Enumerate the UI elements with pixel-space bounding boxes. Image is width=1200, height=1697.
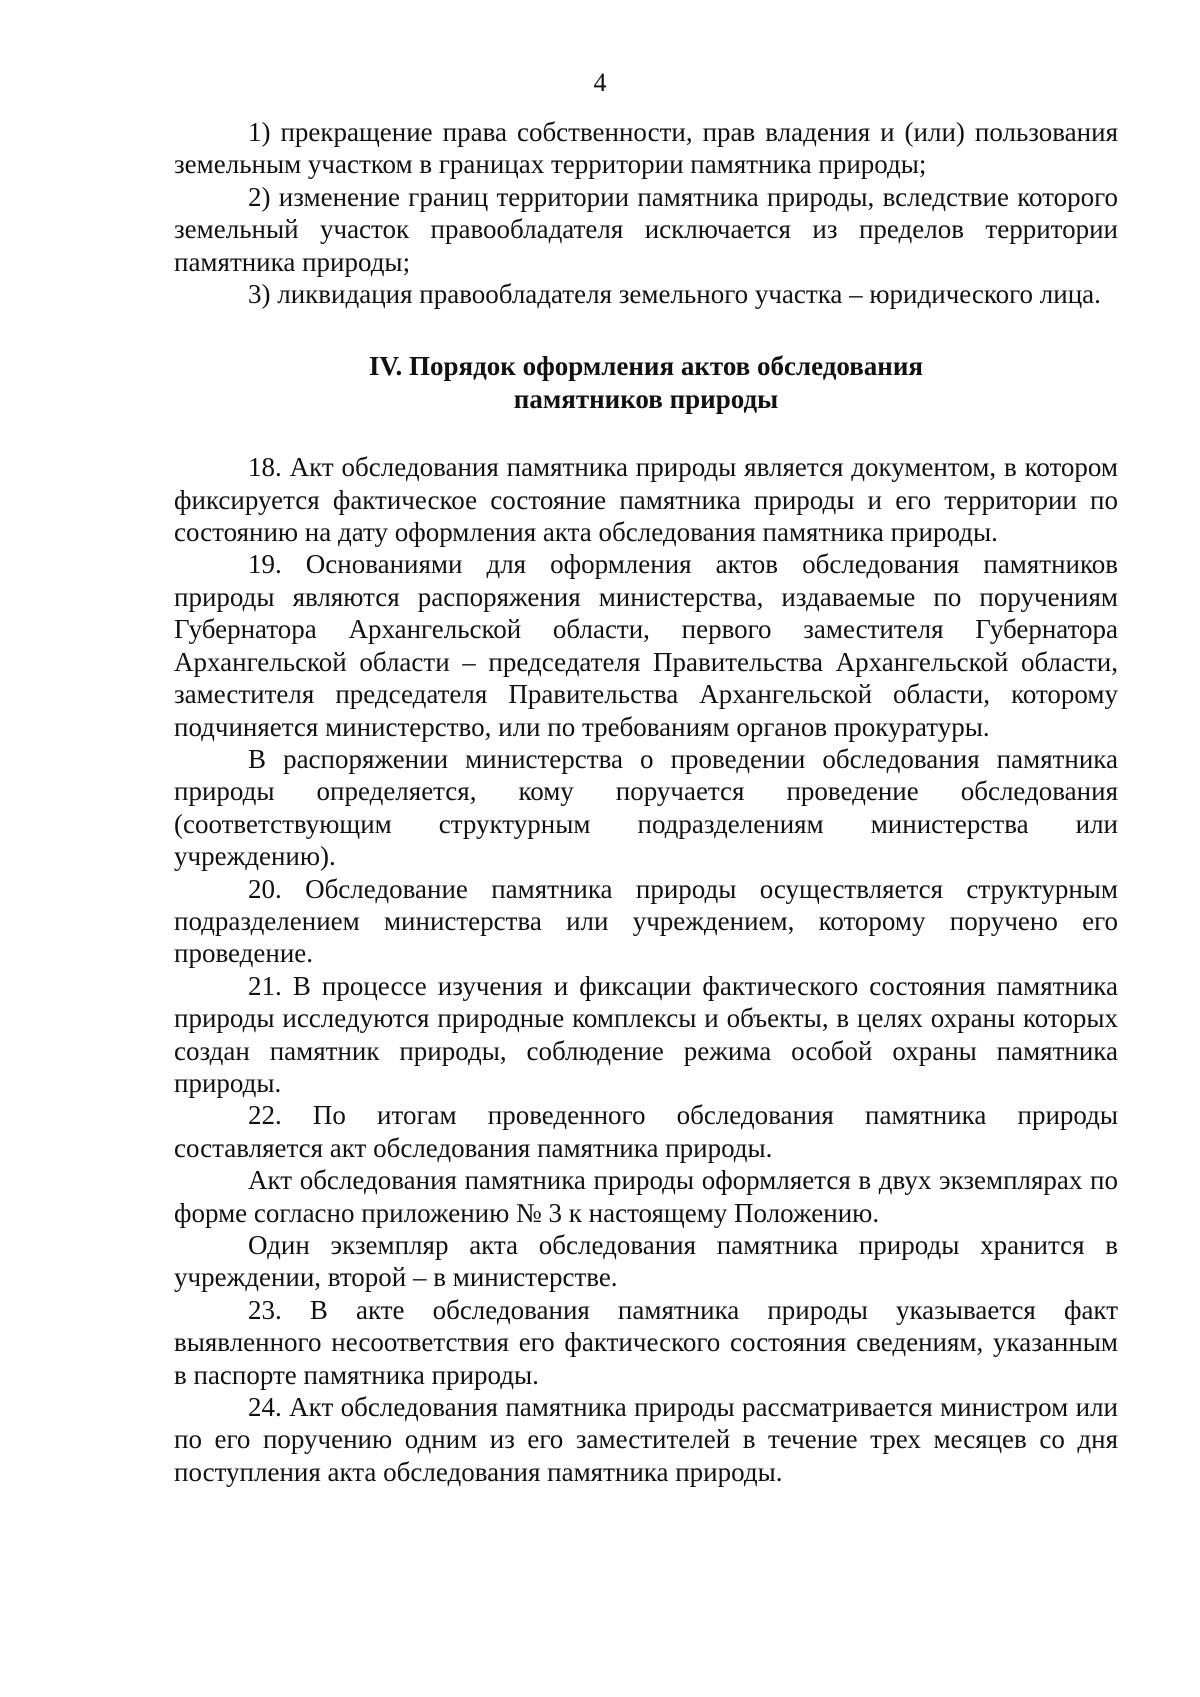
paragraph-22-copies: Акт обследования памятника природы оформляется в двух экземплярах по форме согласно приложению № 3 к настоящему Положению. [174,1165,1118,1228]
paragraph-22-storage: Один экземпляр акта обследования памятника природы хранится в учреждении, второй – в министерстве. [174,1230,1118,1293]
page-number: 4 [593,68,607,97]
paragraph-20: 20. Обследование памятника природы осуществляется структурным подразделением министерства или учреждением, которому поручено его проведение. [174,873,1118,969]
paragraph-item-1: 1) прекращение права собственности, прав владения и (или) пользования земельным участком в границах территории памятника природы; [174,117,1118,180]
paragraph-21: 21. В процессе изучения и фиксации фактического состояния памятника природы исследуются природные комплексы и объекты, в целях охраны которых создан памятник природы, соблюдение режима особой охраны памятника природы. [174,970,1118,1098]
section-heading-line-2: памятников природы [513,383,779,414]
paragraph-24: 24. Акт обследования памятника природы рассматривается министром или по его поручению одним из его заместителей в течение трех месяцев со дня поступления акта обследования памятника природы. [174,1392,1118,1487]
paragraph-19-order: В распоряжении министерства о проведении обследования памятника природы определяется, кому поручается проведение обследования (соответствующим структурным подразделениям министерства или учреждению). [174,743,1118,872]
document-body [174,116,1118,1488]
paragraph-19: 19. Основаниями для оформления актов обследования памятников природы являются распоряжения министерства, издаваемые по поручениям Губернатора Архангельской области, первого заместителя Губернатора Архангельской области – председателя Правительства Архангельской области, заместителя председателя Правительства Архангельской области, которому подчиняется министерство, или по требованиям органов прокуратуры. [174,549,1118,742]
section-heading-line-1: IV. Порядок оформления актов обследования [368,351,924,382]
paragraph-item-2: 2) изменение границ территории памятника природы, вследствие которого земельный участок правообладателя исключается из пределов территории памятника природы; [174,181,1118,277]
paragraph-item-3: 3) ликвидация правообладателя земельного участка – юридического лица. [248,279,1101,310]
paragraph-18: 18. Акт обследования памятника природы является документом, в котором фиксируется фактическое состояние памятника природы и его территории по состоянию на дату оформления акта обследования памятника природы. [174,452,1118,548]
section-heading [174,350,1118,415]
paragraph-23: 23. В акте обследования памятника природы указывается факт выявленного несоответствия его фактического состояния сведениям, указанным в паспорте памятника природы. [174,1294,1118,1390]
paragraph-22: 22. По итогам проведенного обследования памятника природы составляется акт обследования памятника природы. [174,1100,1118,1163]
